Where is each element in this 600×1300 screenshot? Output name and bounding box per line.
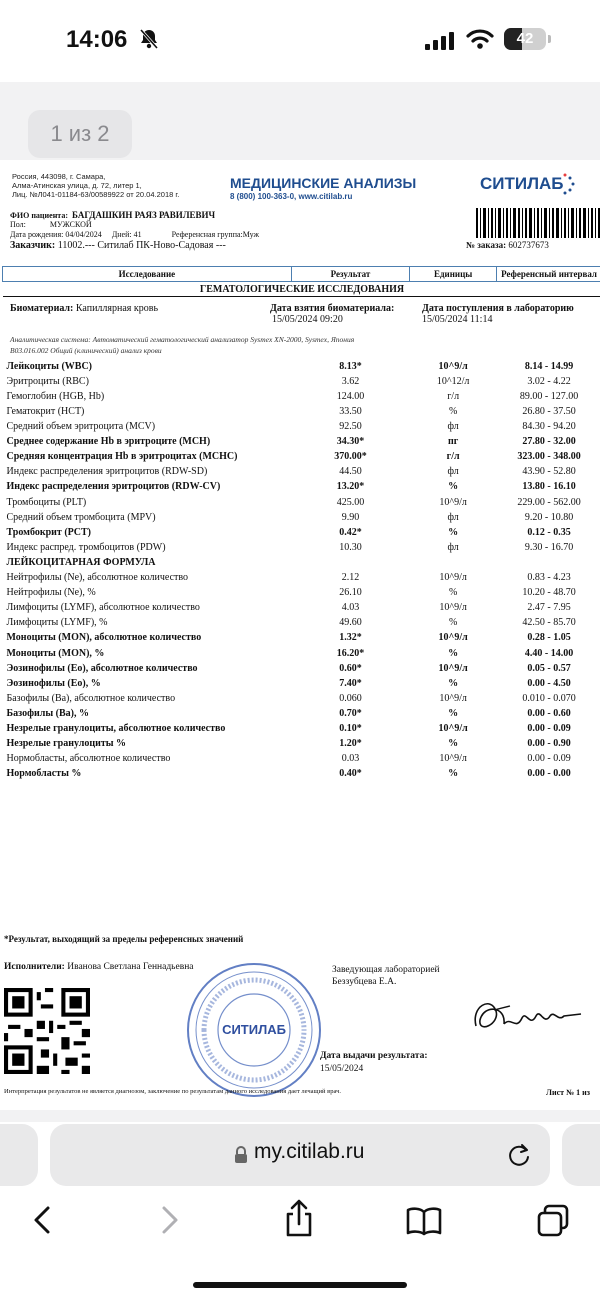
order-barcode: [476, 208, 600, 238]
test-unit: фл: [447, 421, 459, 433]
lab-address-line: Лиц. №Л041-01184-63/00589922 от 20.04.2018 г.: [12, 190, 180, 199]
test-reference: 0.00 - 0.60: [527, 707, 571, 719]
test-reference: 0.00 - 4.50: [527, 677, 571, 689]
test-reference: 0.010 - 0.070: [522, 692, 576, 704]
test-reference: 0.00 - 0.00: [527, 768, 571, 780]
test-result: 0.03: [341, 753, 360, 765]
stamp-text: СИТИЛАБ: [222, 1022, 286, 1037]
test-reference: 13.80 - 16.10: [522, 481, 576, 493]
test-reference: 9.30 - 16.70: [524, 541, 574, 553]
test-result: 33.50: [339, 406, 362, 418]
test-reference: 0.83 - 4.23: [527, 572, 571, 584]
lab-address: [12, 172, 179, 199]
received-date: [422, 303, 574, 325]
test-reference: 229.00 - 562.00: [517, 496, 581, 508]
test-name: Моноциты (MON), абсолютное количество: [6, 632, 202, 644]
test-name: Нейтрофилы (Ne), %: [6, 587, 96, 599]
url-text[interactable]: my.citilab.ru: [254, 1140, 365, 1163]
disclaimer: Интерпретация результатов не является диагнозом, заключение по результатам данного исследования дает лечащий врач.: [4, 1088, 341, 1095]
test-result: 7.40*: [339, 677, 362, 689]
customer-row: [10, 240, 226, 251]
test-unit: %: [448, 587, 458, 599]
test-result: [291, 555, 409, 570]
patient-days-label: Дней:: [111, 230, 132, 239]
ref-group-label: Референсная группа:: [171, 230, 243, 239]
test-unit: %: [448, 677, 459, 689]
test-unit: [410, 555, 497, 570]
test-result: 16.20*: [336, 647, 365, 659]
test-name: Тромбокрит (PCT): [6, 526, 91, 538]
test-name: Индекс распределения эритроцитов (RDW-CV): [6, 481, 221, 493]
test-name: Эозинофилы (Eo), %: [6, 677, 101, 689]
test-unit: 10^9/л: [438, 722, 468, 734]
table-row: [3, 661, 600, 676]
citilab-logo: СИТИЛАБ: [480, 174, 564, 193]
home-indicator[interactable]: [193, 1282, 407, 1288]
table-row: [3, 510, 600, 525]
test-unit: %: [448, 617, 458, 629]
executor-name: Иванова Светлана Геннадьевна: [67, 962, 194, 972]
test-result: 13.20*: [336, 481, 365, 493]
header-test: Исследование: [3, 267, 292, 282]
test-name: Индекс распределения эритроцитов (RDW-SD): [6, 466, 208, 478]
test-result: 0.60*: [339, 662, 362, 674]
test-result: 124.00: [336, 390, 365, 402]
brand-title: МЕДИЦИНСКИЕ АНАЛИЗЫ: [230, 175, 417, 191]
test-name: Гемоглобин (HGB, Hb): [6, 390, 105, 402]
table-row: [3, 449, 600, 464]
test-reference: 323.00 - 348.00: [517, 451, 581, 463]
test-result: 1.32*: [339, 632, 362, 644]
test-name: Нормобласты, абсолютное количество: [6, 753, 171, 765]
biomaterial-label: Биоматериал:: [10, 303, 74, 314]
order-number: [466, 240, 549, 250]
order-value: 602737673: [508, 240, 549, 250]
test-result: 0.40*: [339, 768, 362, 780]
test-name: Базофилы (Ba), абсолютное количество: [6, 692, 176, 704]
test-name: ЛЕЙКОЦИТАРНАЯ ФОРМУЛА: [6, 556, 156, 568]
taken-value: 15/05/2024 09:20: [272, 314, 343, 325]
ref-group: Муж: [242, 230, 260, 239]
test-unit: %: [448, 707, 459, 719]
previous-tab-preview[interactable]: [0, 1124, 38, 1186]
lab-head-title: Заведующая лабораторией: [332, 965, 440, 975]
received-label: Дата поступления в лабораторию: [422, 303, 574, 314]
table-row: [3, 359, 600, 374]
test-reference: 8.14 - 14.99: [524, 360, 574, 372]
test-reference: 26.80 - 37.50: [522, 406, 576, 418]
test-reference: 10.20 - 48.70: [522, 587, 576, 599]
browser-toolbar: [0, 1190, 600, 1300]
test-unit: 10^9/л: [438, 360, 468, 372]
test-result: 9.90: [341, 511, 360, 523]
test-unit: 10^12/л: [436, 375, 470, 387]
table-row: [3, 600, 600, 615]
out-of-range-footnote: *Результат, выходящий за пределы референсных значений: [4, 934, 244, 944]
received-value: 15/05/2024 11:14: [422, 314, 493, 325]
cellular-signal-icon: [425, 32, 455, 50]
test-reference: 0.00 - 0.90: [527, 738, 571, 750]
test-name: Лимфоциты (LYMF), %: [6, 617, 108, 629]
results-rows: [3, 359, 600, 782]
test-unit: %: [448, 481, 459, 493]
test-result: 10.30: [339, 541, 362, 553]
test-reference: 2.47 - 7.95: [527, 602, 571, 614]
test-result: 26.10: [339, 587, 362, 599]
table-row: [3, 766, 600, 781]
test-result: 8.13*: [339, 360, 362, 372]
test-reference: 0.00 - 0.09: [527, 753, 571, 765]
test-result: 4.03: [341, 602, 360, 614]
table-row: [3, 479, 600, 494]
table-row: [3, 585, 600, 600]
header-units: Единицы: [410, 267, 497, 282]
test-unit: %: [448, 406, 458, 418]
patient-name-row: [10, 210, 215, 220]
table-row: [3, 404, 600, 419]
sheet-number: Лист № 1 из: [546, 1088, 590, 1097]
table-row: [3, 676, 600, 691]
test-reference: 84.30 - 94.20: [522, 421, 576, 433]
test-unit: фл: [447, 541, 459, 553]
brand-contacts: 8 (800) 100-363-0, www.citilab.ru: [230, 192, 353, 201]
table-row: [3, 630, 600, 645]
table-header-row: [3, 267, 600, 282]
test-name: Тромбоциты (PLT): [6, 496, 87, 508]
test-name: Гематокрит (HCT): [6, 406, 85, 418]
patient-dob-row: [10, 230, 259, 239]
test-unit: 10^9/л: [439, 602, 467, 614]
table-row: [3, 389, 600, 404]
test-name: Незрелые гранулоциты, абсолютное количество: [6, 722, 226, 734]
analysis-system: Аналитическая система: Автоматический гематологический анализатор Sysmex XN-2000, Sysmex, Япония: [10, 335, 355, 344]
tabs-icon[interactable]: [536, 1204, 570, 1238]
table-row: [3, 419, 600, 434]
section-title: ГЕМАТОЛОГИЧЕСКИЕ ИССЛЕДОВАНИЯ: [3, 282, 600, 297]
test-reference: 43.90 - 52.80: [522, 466, 576, 478]
patient-name-label: ФИО пациента:: [10, 211, 68, 220]
table-row: [3, 691, 600, 706]
test-result: 0.42*: [339, 526, 362, 538]
test-name: Среднее содержание Hb в эритроците (MCH): [6, 436, 211, 448]
header-result: Результат: [291, 267, 409, 282]
qr-code: [4, 988, 90, 1074]
table-row: [3, 736, 600, 751]
battery-level: 42: [516, 30, 534, 47]
test-reference: 4.40 - 14.00: [524, 647, 574, 659]
table-row: [3, 570, 600, 585]
test-result: 370.00*: [334, 451, 367, 463]
issue-value: 15/05/2024: [320, 1064, 364, 1074]
customer: 11002.--- Ситилаб ПК-Ново-Садовая ---: [57, 240, 226, 251]
test-result: 0.060: [339, 692, 362, 704]
lab-stamp: [184, 960, 324, 1100]
table-row: [3, 751, 600, 766]
test-result: 49.60: [339, 617, 362, 629]
test-reference: 3.02 - 4.22: [527, 375, 571, 387]
test-reference: 0.00 - 0.09: [527, 722, 571, 734]
test-unit: 10^9/л: [439, 753, 467, 765]
lab-head: [332, 964, 440, 988]
status-bar: [0, 0, 600, 82]
test-unit: пг: [447, 436, 459, 448]
test-unit: г/л: [447, 390, 460, 402]
test-result: 44.50: [339, 466, 362, 478]
test-name: Нормобласты %: [6, 768, 82, 780]
test-unit: %: [448, 768, 459, 780]
test-name: Нейтрофилы (Ne), абсолютное количество: [6, 572, 189, 584]
test-unit: г/л: [446, 451, 460, 463]
executor-label: Исполнители:: [4, 962, 65, 972]
test-unit: фл: [447, 511, 459, 523]
test-unit: 10^9/л: [439, 692, 467, 704]
table-row: [3, 525, 600, 540]
wifi-icon: [466, 28, 494, 50]
test-name: Лейкоциты (WBC): [6, 360, 93, 372]
test-name: Базофилы (Ba), %: [6, 707, 89, 719]
test-result: 92.50: [339, 421, 362, 433]
taken-label: Дата взятия биоматериала:: [270, 303, 395, 314]
test-result: 2.12: [341, 572, 360, 584]
forward-icon[interactable]: [158, 1202, 182, 1238]
test-reference: 27.80 - 32.00: [522, 436, 576, 448]
table-row: [3, 374, 600, 389]
header-reference: Референсный интервал: [497, 267, 600, 282]
customer-label: Заказчик:: [10, 240, 56, 251]
table-row: [3, 555, 600, 570]
test-result: 0.70*: [339, 707, 362, 719]
test-name: Средняя концентрация Hb в эритроцитах (MCHC): [6, 451, 238, 463]
section-title-row: [3, 282, 600, 297]
test-unit: %: [448, 526, 459, 538]
test-unit: %: [448, 738, 459, 750]
test-name: Индекс распред. тромбоцитов (PDW): [6, 541, 166, 553]
test-unit: фл: [447, 466, 459, 478]
share-icon[interactable]: [284, 1198, 314, 1238]
test-result: 1.20*: [339, 738, 362, 750]
battery-icon: [504, 28, 546, 50]
lab-address-line: Алма-Атинская улица, д. 72, литер 1,: [12, 181, 142, 190]
table-row: [3, 434, 600, 449]
page-indicator: 1 из 2: [28, 110, 132, 158]
test-reference: 0.12 - 0.35: [527, 526, 571, 538]
test-name: Эритроциты (RBC): [6, 375, 89, 387]
lab-report-page: [0, 160, 600, 1110]
status-time: 14:06: [66, 26, 128, 53]
patient-dob-label: Дата рождения:: [10, 230, 64, 239]
patient-name: БАГДАШКИН РАЯЗ РАВИЛЕВИЧ: [72, 210, 216, 220]
issue-date: [320, 1050, 427, 1076]
table-row: [3, 615, 600, 630]
patient-sex-row: [10, 220, 92, 229]
test-unit: 10^9/л: [438, 632, 468, 644]
lab-address-line: Россия, 443098, г. Самара,: [12, 172, 106, 181]
patient-sex-label: Пол:: [10, 220, 26, 229]
test-name: Эозинофилы (Eo), абсолютное количество: [6, 662, 198, 674]
taken-date: [270, 303, 394, 325]
reload-icon[interactable]: [506, 1142, 532, 1168]
test-reference: 42.50 - 85.70: [522, 617, 576, 629]
table-row: [3, 645, 600, 660]
lock-icon: [234, 1146, 248, 1164]
next-tab-preview[interactable]: [562, 1124, 600, 1186]
test-reference: [497, 555, 600, 570]
test-reference: 0.05 - 0.57: [527, 662, 571, 674]
test-result: 34.30*: [336, 436, 365, 448]
table-row: [3, 464, 600, 479]
patient-dob: 04/04/2024: [65, 230, 102, 239]
table-row: [3, 706, 600, 721]
test-result: 0.10*: [339, 722, 362, 734]
logo-dots-icon: [562, 172, 576, 198]
biomaterial-row: [10, 303, 158, 314]
test-name: Моноциты (MON), %: [6, 647, 105, 659]
test-name: Средний объем тромбоцита (MPV): [6, 511, 156, 523]
lab-head-name: Беззубцева Е.А.: [332, 977, 397, 987]
test-reference: 9.20 - 10.80: [524, 511, 574, 523]
test-reference: 89.00 - 127.00: [519, 390, 579, 402]
table-row: [3, 721, 600, 736]
biomaterial-value: Капиллярная кровь: [75, 303, 159, 314]
analysis-code: B03.016.002 Общий (клинический) анализ крови: [10, 346, 162, 355]
back-icon[interactable]: [30, 1202, 54, 1238]
test-name: Лимфоциты (LYMF), абсолютное количество: [6, 602, 200, 614]
bookmarks-icon[interactable]: [406, 1206, 442, 1236]
test-name: Незрелые гранулоциты %: [6, 738, 127, 750]
signature: [466, 986, 586, 1046]
patient-days: 41: [133, 230, 142, 239]
patient-sex: МУЖСКОЙ: [49, 220, 92, 229]
issue-label: Дата выдачи результата:: [320, 1051, 428, 1061]
address-bar[interactable]: [50, 1124, 550, 1186]
order-label: № заказа:: [466, 240, 507, 250]
table-row: [3, 540, 600, 555]
test-reference: 0.28 - 1.05: [527, 632, 571, 644]
test-name: Средний объем эритроцита (MCV): [6, 421, 156, 433]
table-row: [3, 495, 600, 510]
test-unit: %: [448, 647, 459, 659]
test-result: 3.62: [341, 375, 360, 387]
test-result: 425.00: [336, 496, 365, 508]
bell-muted-icon: [138, 28, 160, 50]
test-unit: 10^9/л: [438, 662, 468, 674]
test-unit: 10^9/л: [439, 572, 467, 584]
test-unit: 10^9/л: [439, 496, 467, 508]
